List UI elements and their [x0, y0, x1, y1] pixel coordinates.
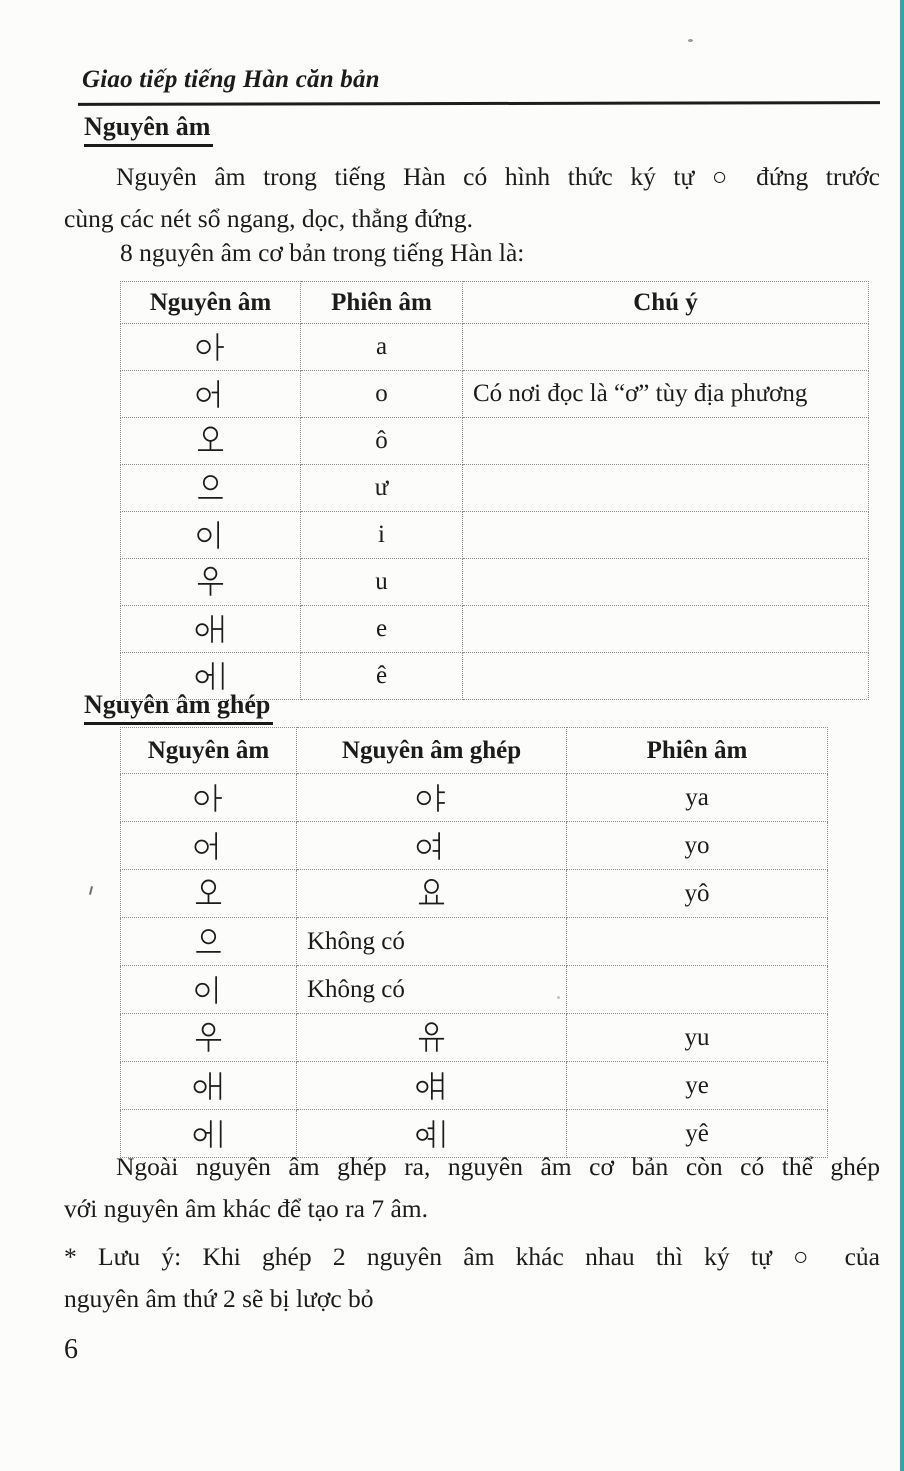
- table-row: [121, 870, 828, 918]
- note-cell: [463, 324, 869, 371]
- note-cell: [463, 653, 869, 700]
- hangul-vowel-cell: [121, 512, 301, 559]
- table-row: [121, 371, 869, 418]
- table-row: [121, 918, 828, 966]
- running-header-title: Giao tiếp tiếng Hàn căn bản: [82, 66, 380, 93]
- hangul-vowel-cell: [297, 1014, 567, 1062]
- table-row: [121, 606, 869, 653]
- hangul-vowel-cell: [121, 822, 297, 870]
- hangul-vowel-cell: [121, 966, 297, 1014]
- romanization-cell: a: [301, 324, 463, 371]
- scan-artifact: [688, 39, 693, 42]
- hangul-vowel-cell: [121, 418, 301, 465]
- hangul-glyph: [195, 613, 226, 645]
- romanization-cell: ê: [301, 653, 463, 700]
- romanization-cell: yê: [567, 1110, 828, 1158]
- text-cell: Không có: [297, 966, 567, 1014]
- table-row: [121, 324, 869, 371]
- hangul-glyph: [195, 519, 226, 551]
- hangul-glyph: [193, 782, 224, 814]
- compound-vowels-table: [120, 727, 828, 1158]
- hangul-vowel-cell: [121, 559, 301, 606]
- basic-vowels-table: [120, 281, 869, 700]
- romanization-cell: u: [301, 559, 463, 606]
- column-header: Nguyên âm ghép: [297, 728, 567, 774]
- hangul-glyph: [195, 566, 226, 598]
- note-cell: Có nơi đọc là “ơ” tùy địa phương: [463, 371, 869, 418]
- table-row: [121, 465, 869, 512]
- hangul-vowel-cell: [297, 822, 567, 870]
- scan-artifact: [89, 886, 93, 895]
- note-cell: [463, 418, 869, 465]
- hangul-vowel-cell: [297, 774, 567, 822]
- romanization-cell: yô: [567, 870, 828, 918]
- compound-outro-paragraph: [64, 1146, 880, 1230]
- note-cell: [463, 606, 869, 653]
- column-header: Phiên âm: [567, 728, 828, 774]
- hangul-glyph: [416, 782, 447, 814]
- hangul-vowel-cell: [121, 918, 297, 966]
- scanned-edge-strip: [900, 0, 904, 1471]
- hangul-glyph: [193, 830, 224, 862]
- romanization-cell: [567, 918, 828, 966]
- romanization-cell: ô: [301, 418, 463, 465]
- note-line2: nguyên âm thứ 2 sẽ bị lược bỏ: [64, 1284, 374, 1313]
- romanization-cell: ye: [567, 1062, 828, 1110]
- compound-outro-line2: với nguyên âm khác để tạo ra 7 âm.: [64, 1194, 428, 1223]
- hangul-glyph: [193, 974, 224, 1006]
- table-header-row: [121, 728, 828, 774]
- column-header: Nguyên âm: [121, 728, 297, 774]
- hangul-vowel-cell: [121, 606, 301, 653]
- hangul-glyph: [195, 425, 226, 457]
- column-header: Chú ý: [463, 282, 869, 324]
- table-row: [121, 774, 828, 822]
- table-row: [121, 1062, 828, 1110]
- hangul-glyph: [193, 878, 224, 910]
- hangul-glyph: [193, 926, 224, 958]
- hangul-vowel-cell: [121, 324, 301, 371]
- romanization-cell: i: [301, 512, 463, 559]
- hangul-vowel-cell: [121, 1014, 297, 1062]
- scan-artifact: [557, 996, 560, 999]
- vowels-intro-line2: cùng các nét sổ ngang, dọc, thẳng đứng.: [64, 204, 473, 233]
- section-heading-compound-vowels: Nguyên âm ghép: [84, 690, 273, 725]
- romanization-cell: [567, 966, 828, 1014]
- hangul-vowel-cell: [121, 870, 297, 918]
- table-row: [121, 1014, 828, 1062]
- note-cell: [463, 512, 869, 559]
- note-paragraph: [64, 1236, 880, 1320]
- table-header-row: [121, 282, 869, 324]
- vowels-intro-paragraph: [64, 156, 880, 240]
- text-cell: Không có: [297, 918, 567, 966]
- hangul-glyph: [416, 1118, 447, 1150]
- hangul-vowel-cell: [121, 371, 301, 418]
- column-header: Phiên âm: [301, 282, 463, 324]
- hangul-glyph: [416, 878, 447, 910]
- hangul-vowel-cell: [121, 774, 297, 822]
- table-row: [121, 418, 869, 465]
- hangul-vowel-cell: [297, 870, 567, 918]
- compound-outro-line1: Ngoài nguyên âm ghép ra, nguyên âm cơ bản còn có thể ghép: [116, 1152, 880, 1181]
- hangul-vowel-cell: [121, 1062, 297, 1110]
- romanization-cell: ư: [301, 465, 463, 512]
- hangul-glyph: [193, 1118, 224, 1150]
- table-row: [121, 966, 828, 1014]
- hangul-vowel-cell: [121, 465, 301, 512]
- romanization-cell: yo: [567, 822, 828, 870]
- romanization-cell: o: [301, 371, 463, 418]
- note-line1: * Lưu ý: Khi ghép 2 nguyên âm khác nhau thì ký tự ○ của: [64, 1242, 880, 1271]
- hangul-glyph: [195, 331, 226, 363]
- romanization-cell: ya: [567, 774, 828, 822]
- hangul-glyph: [416, 830, 447, 862]
- table-row: [121, 559, 869, 606]
- hangul-glyph: [195, 378, 226, 410]
- hangul-glyph: [416, 1070, 447, 1102]
- hangul-glyph: [195, 472, 226, 504]
- table-row: [121, 512, 869, 559]
- table1-lead-in: 8 nguyên âm cơ bản trong tiếng Hàn là:: [120, 238, 525, 267]
- page-number: 6: [64, 1334, 78, 1365]
- hangul-glyph: [195, 660, 226, 692]
- romanization-cell: yu: [567, 1014, 828, 1062]
- section-heading-vowels: Nguyên âm: [84, 112, 213, 147]
- column-header: Nguyên âm: [121, 282, 301, 324]
- table-row: [121, 822, 828, 870]
- romanization-cell: e: [301, 606, 463, 653]
- hangul-glyph: [416, 1022, 447, 1054]
- hangul-vowel-cell: [297, 1062, 567, 1110]
- hangul-glyph: [193, 1070, 224, 1102]
- header-rule: [78, 101, 880, 106]
- note-cell: [463, 559, 869, 606]
- note-cell: [463, 465, 869, 512]
- hangul-glyph: [193, 1022, 224, 1054]
- vowels-intro-line1: Nguyên âm trong tiếng Hàn có hình thức ký tự ○ đứng trước: [116, 162, 880, 191]
